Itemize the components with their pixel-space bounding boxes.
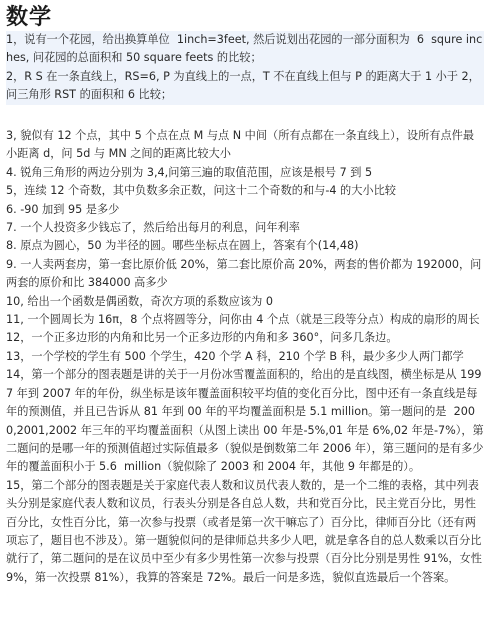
question-2: 2，R S 在一条直线上，RS=6, P 为直线上的一点，T 不在直线上但与 P 的距离大于 1 小于 2，问三角形 RST 的面积和 6 比较； <box>6 69 480 102</box>
question-10: 10, 给出一个函数是偶函数，奇次方项的系数应该为 0 <box>6 294 273 308</box>
question-13: 13，一个学校的学生有 500 个学生，420 个学 A 科，210 个学 B 科，最少多少人两门都学 <box>6 349 464 363</box>
question-group-2 <box>6 127 484 587</box>
question-11: 11, 一个圆周长为 16π，8 个点将圆等分，问你由 4 个点（就是三段等分点）构成的扇形的周长 <box>6 313 480 327</box>
question-group-1 <box>6 31 484 105</box>
question-7: 7. 一个人投资多少钱忘了，然后给出每月的利息，问年利率 <box>6 221 300 235</box>
question-3: 3, 貌似有 12 个点，其中 5 个点在点 M 与点 N 中间（所有点都在一条直线上），设所有点件最小距离 d，问 5d 与 MN 之间的距离比较大小 <box>6 129 475 161</box>
question-8: 8. 原点为圆心，50 为半径的圆。哪些坐标点在圆上，答案有个(14,48) <box>6 239 359 253</box>
question-12: 12，一个正多边形的内角和比另一个正多边形的内角和多 360°，问多几条边。 <box>6 331 398 345</box>
question-6: 6. -90 加到 95 是多少 <box>6 202 120 216</box>
question-4: 4. 锐角三角形的两边分别为 3,4,问第三遍的取值范围，应该是根号 7 到 5 <box>6 165 373 179</box>
question-1: 1，说有一个花园，给出换算单位 1inch=3feet, 然后说划出花园的一部分面积为 6 squre inches, 问花园的总面积和 50 square feets 的比较； <box>6 33 483 65</box>
question-5: 5，连续 12 个奇数，其中负数多余正数，问这十二个奇数的和与-4 的大小比较 <box>6 184 396 198</box>
page-title: 数学 <box>6 5 53 30</box>
question-9: 9. 一人卖两套房，第一套比原价低 20%，第二套比原价高 20%，两套的售价都为 192000，问两套的原价和比 384000 高多少 <box>6 257 482 290</box>
question-14: 14，第一个部分的图表题是讲的关于一月份冰雪覆盖面积的，给出的是直线图，横坐标是从 1997 年到 2007 年的年份，纵坐标是该年覆盖面积较平均值的变化百分比，图中还有一条直线是每年的预测值，并且已告诉从 81 年到 00 年的平均覆盖面积是 5.1 million。第一题问的是 2000,2001,2002 年三年的平均覆盖面积（从图上读出 00 年是-5%,01 年是 6%,02 年是-7%），第二题问的是哪一年的预测值超过实际值最多（貌似是倒数第二年 2006 年），第三题问的是有多少年的覆盖面积小于 5.6 million（貌似除了 2003 和 2004 年，其他 9 年都是的）。 <box>6 368 484 474</box>
question-15: 15，第二个部分的图表题是关于家庭代表人数和议员代表人数的，是一个二维的表格，其中列表头分别是家庭代表人数和议员，行表头分别是各自总人数，共和党百分比，民主党百分比，男性百分比，女性百分比，第一次参与投票（或者是第一次干嘛忘了）百分比，律师百分比（还有两项忘了，题目也不涉及）。第一题貌似问的是律师总共多少人吧，就是拿各自的总人数乘以百分比就行了，第二题问的是在议员中至少有多少男性第一次参与投票（百分比分别是男性 91%，女性 9%，第一次投票 81%），我算的答案是 72%。最后一问是多选，貌似直选最后一个答案。 <box>6 478 486 584</box>
